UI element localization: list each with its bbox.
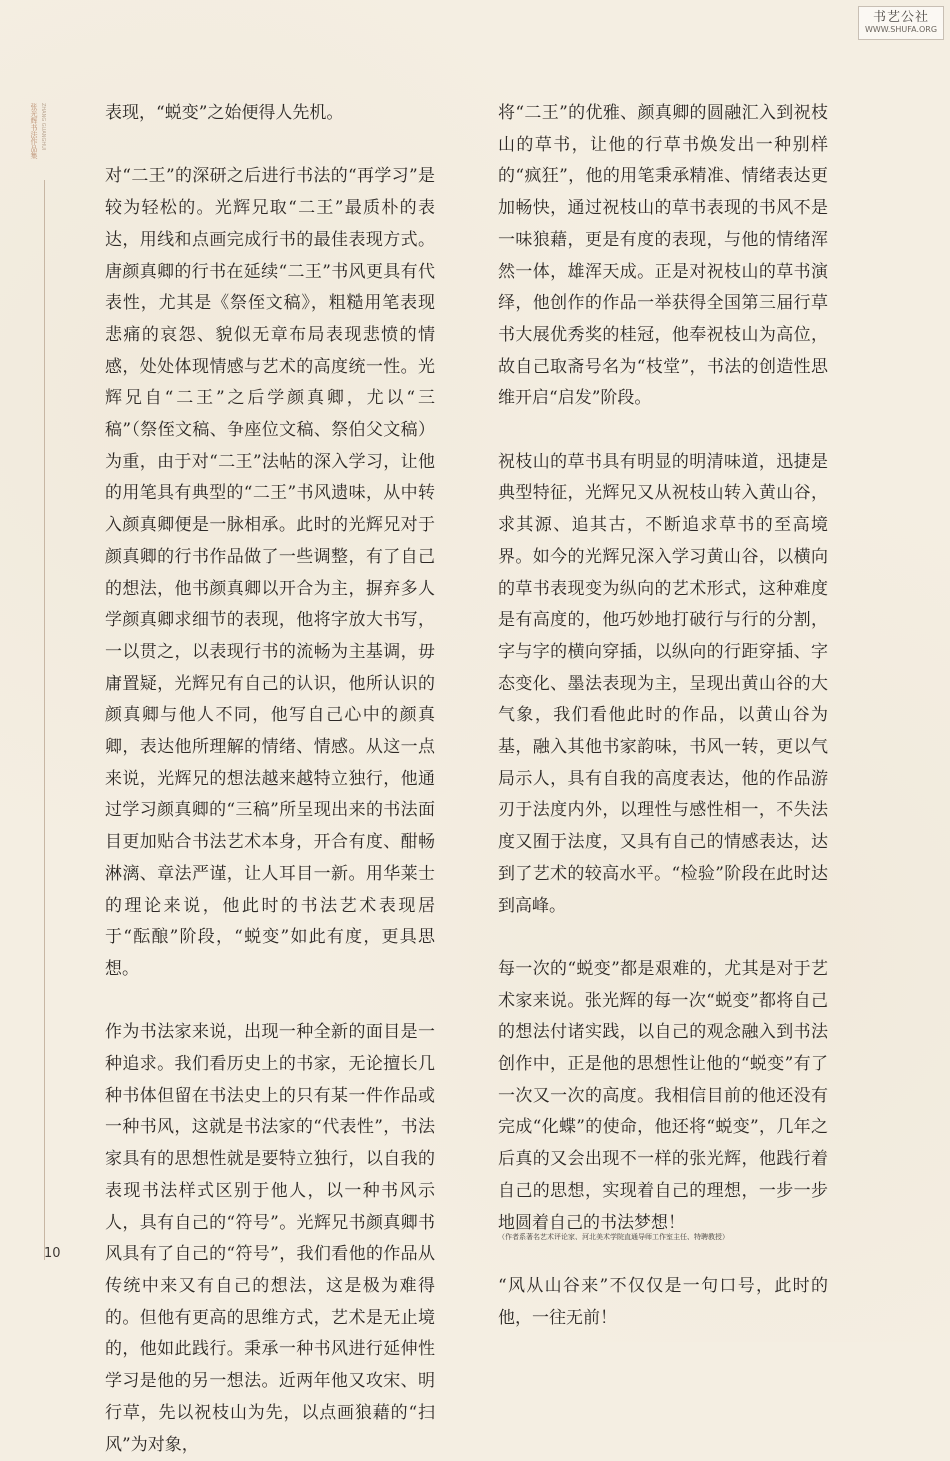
side-running-subtitle: ZHANG GUANGHUI: [40, 103, 46, 151]
paragraph: 将“二王”的优雅、颜真卿的圆融汇入到祝枝山的草书，让他的行草书焕发出一种别样的“疯狂”，他的用笔秉承精准、情绪表达更加畅快，通过祝枝山的草书表现的书风不是一味狼藉，更是有度的表现，与他的情绪浑然一体，雄浑天成。正是对祝枝山的草书演绎，他创作的作品一举获得全国第三届行草书大展优秀奖的桂冠，他奉祝枝山为高位，故自己取斋号名为“枝堂”，书法的创造性思维开启“启发”阶段。: [498, 103, 828, 409]
watermark-url: WWW.SHUFA.ORG: [864, 25, 938, 34]
left-text-column: [105, 98, 435, 1461]
author-footnote: （作者系著名艺术评论家、河北美术学院直通导师工作室主任、特聘教授）: [498, 1233, 729, 1241]
paragraph: 每一次的“蜕变”都是艰难的，尤其是对于艺术家来说。张光辉的每一次“蜕变”都将自己的想法付诸实践，以自己的观念融入到书法创作中，正是他的思想性让他的“蜕变”有了一次又一次的高度。我相信目前的他还没有完成“化蝶”的使命，他还将“蜕变”，几年之后真的又会出现不一样的张光辉，他践行着自己的思想，实现着自己的理想，一步一步地圆着自己的书法梦想！: [498, 958, 828, 1233]
watermark-logo: [858, 6, 944, 40]
page-number: 10: [44, 1246, 61, 1261]
paragraph: 祝枝山的草书具有明显的明清味道，迅捷是典型特征，光辉兄又从祝枝山转入黄山谷，求其源、追其古，不断追求草书的至高境界。如今的光辉兄深入学习黄山谷，以横向的草书表现变为纵向的艺术形式，这种难度是有高度的，他巧妙地打破行与行的分割，字与字的横向穿插，以纵向的行距穿插、字态变化、墨法表现为主，呈现出黄山谷的大气象，我们看他此时的作品，以黄山谷为基，融入其他书家韵味，书风一转，更以气局示人，具有自我的高度表达，他的作品游刃于法度内外，以理性与感性相一，不失法度又囿于法度，又具有自己的情感表达，达到了艺术的较高水平。“检验”阶段在此时达到高峰。: [498, 451, 828, 916]
side-divider-line: [44, 180, 45, 1260]
right-text-column: [498, 98, 828, 1334]
paragraph: 表现，“蜕变”之始便得人先机。: [105, 103, 344, 123]
paragraph: “风从山谷来”不仅仅是一句口号，此时的他，一往无前！: [498, 1275, 828, 1328]
paragraph: 对“二王”的深研之后进行书法的“再学习”是较为轻松的。光辉兄取“二王”最质朴的表达，用线和点画完成行书的最佳表现方式。唐颜真卿的行书在延续“二王”书风更具有代表性，尤其是《祭侄文稿》，粗糙用笔表现悲痛的哀怨、貌似无章布局表现悲愤的情感，处处体现情感与艺术的高度统一性。光辉兄自“二王”之后学颜真卿，尤以“三稿”（祭侄文稿、争座位文稿、祭伯父文稿）为重，由于对“二王”法帖的深入学习，让他的用笔具有典型的“二王”书风遗味，从中转入颜真卿便是一脉相承。此时的光辉兄对于颜真卿的行书作品做了一些调整，有了自己的想法，他书颜真卿以开合为主，摒弃多人学颜真卿求细节的表现，他将字放大书写，一以贯之，以表现行书的流畅为主基调，毋庸置疑，光辉兄有自己的认识，他所认识的颜真卿与他人不同，他写自己心中的颜真卿，表达他所理解的情绪、情感。从这一点来说，光辉兄的想法越来越特立独行，他通过学习颜真卿的“三稿”所呈现出来的书法面目更加贴合书法艺术本身，开合有度、酣畅淋漓、章法严谨，让人耳目一新。用华莱士的理论来说，他此时的书法艺术表现居于“酝酿”阶段，“蜕变”如此有度，更具思想。: [105, 166, 435, 979]
side-running-title: 张光辉书法作品集: [30, 103, 38, 159]
watermark-title: 书艺公社: [872, 10, 929, 25]
paragraph: 作为书法家来说，出现一种全新的面目是一种追求。我们看历史上的书家，无论擅长几种书体但留在书法史上的只有某一件作品或一种书风，这就是书法家的“代表性”，书法家具有的思想性就是要特立独行，以自我的表现书法样式区别于他人，以一种书风示人，具有自己的“符号”。光辉兄书颜真卿书风具有了自己的“符号”，我们看他的作品从传统中来又有自己的想法，这是极为难得的。但他有更高的思维方式，艺术是无止境的，他如此践行。秉承一种书风进行延伸性学习是他的另一想法。近两年他又攻宋、明行草，先以祝枝山为先，以点画狼藉的“扫风”为对象，: [105, 1022, 435, 1455]
